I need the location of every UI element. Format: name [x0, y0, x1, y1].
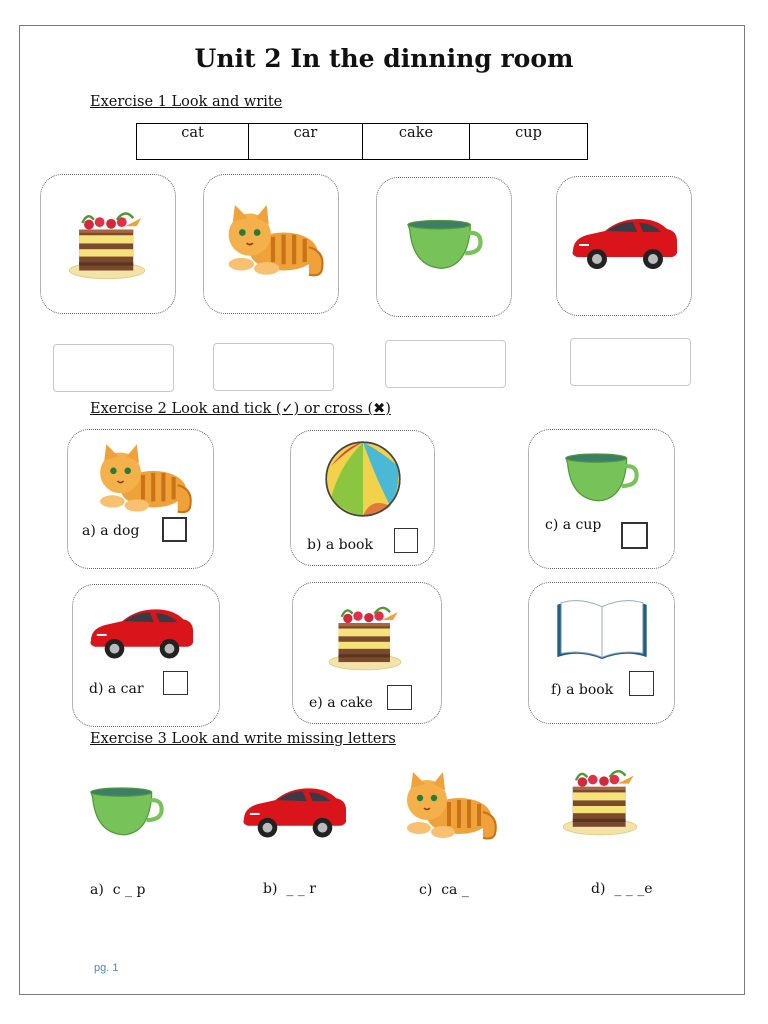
ex2-card-d — [72, 584, 220, 727]
book-picture — [553, 595, 651, 663]
answer-box-1[interactable] — [53, 344, 174, 392]
ex1-card-car — [556, 176, 692, 316]
car-picture — [87, 601, 195, 661]
cat-picture — [220, 205, 326, 279]
word-bank-table — [136, 123, 588, 160]
cup-picture — [561, 448, 643, 506]
ball-picture — [323, 439, 403, 519]
cake-picture — [61, 200, 153, 282]
missing-letters-b: b) _ _ r — [263, 881, 316, 897]
word-cup: cup — [515, 125, 542, 141]
car-picture — [240, 780, 348, 840]
ex2-card-f — [528, 582, 675, 724]
answer-box-4[interactable] — [570, 338, 691, 386]
tick-box-e[interactable] — [387, 685, 412, 710]
ex1-card-cat — [203, 174, 339, 314]
page-number: pg. 1 — [94, 962, 119, 974]
answer-box-2[interactable] — [213, 343, 334, 391]
option-a-label: a) a dog — [82, 523, 140, 539]
missing-letters-a: a) c _ p — [90, 882, 146, 898]
word-cake: cake — [363, 124, 470, 159]
exercise3-heading: Exercise 3 Look and write missing letters — [90, 731, 396, 747]
tick-box-c[interactable] — [621, 522, 648, 549]
answer-box-3[interactable] — [385, 340, 506, 388]
option-b-label: b) a book — [307, 537, 373, 553]
cake-picture — [321, 595, 409, 673]
exercise2-heading: Exercise 2 Look and tick (✓) or cross (✖) — [90, 401, 391, 417]
word-car: car — [249, 124, 363, 159]
option-d-label: d) a car — [89, 681, 144, 697]
missing-letters-c: c) ca _ — [419, 882, 469, 898]
cat-picture — [92, 444, 194, 516]
cat-picture — [398, 772, 500, 842]
word-cat: cat — [137, 124, 249, 159]
exercise1-heading: Exercise 1 Look and write — [90, 94, 283, 110]
cake-picture — [556, 758, 644, 838]
cup-picture — [86, 782, 168, 840]
ex2-card-e — [292, 582, 442, 724]
cup-picture — [403, 214, 487, 274]
tick-box-b[interactable] — [394, 528, 418, 553]
ex1-card-cup — [376, 177, 512, 317]
tick-box-d[interactable] — [163, 671, 188, 695]
ex2-card-b — [290, 430, 435, 566]
option-c-label: c) a cup — [545, 517, 602, 533]
option-f-label: f) a book — [551, 682, 614, 698]
ex2-card-a — [67, 429, 214, 569]
option-e-label: e) a cake — [309, 695, 373, 711]
tick-box-a[interactable] — [162, 517, 187, 542]
missing-letters-d: d) _ _ _e — [591, 881, 653, 897]
worksheet-title: Unit 2 In the dinning room — [194, 44, 574, 73]
car-picture — [569, 211, 679, 271]
ex1-card-cake — [40, 174, 176, 314]
ex2-card-c — [528, 429, 675, 569]
tick-box-f[interactable] — [629, 671, 654, 696]
